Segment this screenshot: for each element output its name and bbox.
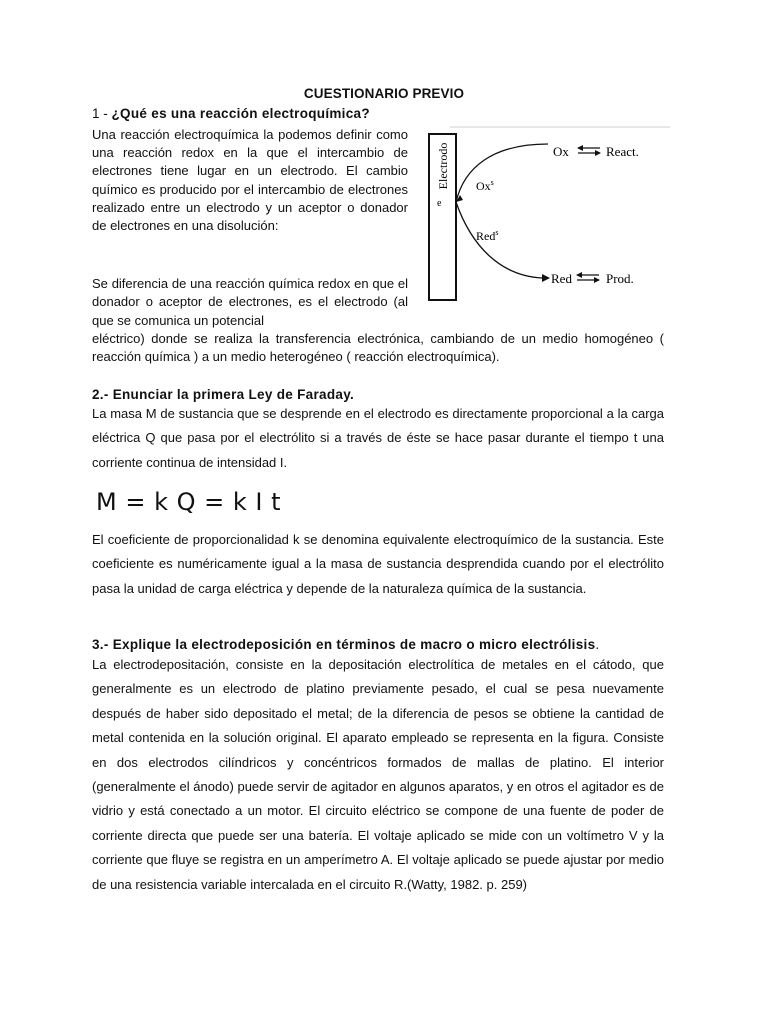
react-label: React. bbox=[606, 144, 639, 159]
question-1-number: 1 - bbox=[92, 106, 112, 121]
reduction-curve bbox=[456, 202, 542, 278]
question-1-paragraph-2-end: eléctrico) donde se realiza la transferencia electrónica, cambiando de un medio homogéneo ( reacción química ) a un medio heterogéneo ( reacción electroquímica). bbox=[92, 331, 664, 365]
question-2-paragraph-1: La masa M de sustancia que se desprende en el electrodo es directamente proporcional a la carga eléctrica Q que pasa por el electrólito si a través de éste se hace pasar durante el tiempo t una corriente continua de intensidad I. bbox=[92, 406, 664, 470]
reduction-arrowhead bbox=[542, 274, 550, 282]
ox-label: Ox bbox=[553, 144, 569, 159]
question-3-paragraph: La electrodepositación, consiste en la depositación electrolítica de metales en el cátodo, que generalmente es un electrodo de platino previamente pesado, el cual se pesa nuevamente después de haber sido depositado el metal; de la diferencia de pesos se obtiene la cantidad de metal contenida en la solución original. El aparato empleado se representa en la figura. Consiste en dos electrodos cilíndricos y concéntricos formados de mallas de platino. El interior (generalmente el ánodo) puede servir de agitador en algunos aparatos, y en otros el agitador es de vidrio y está conectado a un motor. El circuito eléctrico se compone de una fuente de poder de corriente directa que puede ser una batería. El voltaje aplicado se mide con un voltímetro V y la corriente que fluye se registra en un amperímetro A. El voltaje aplicado se puede ajustar por medio de una resistencia variable intercalada en el circuito R.(Watty, 1982. p. 259) bbox=[92, 657, 664, 892]
ox-surface-label: Ox$^s$ bbox=[476, 178, 494, 193]
electrode-label: Electrodo bbox=[436, 142, 450, 190]
red-label: Red bbox=[551, 271, 572, 286]
electron-label: e bbox=[437, 198, 442, 209]
question-3-heading: 3.- Explique la electrodeposición en términos de macro o micro electrólisis. bbox=[92, 637, 600, 652]
question-1-heading bbox=[92, 106, 370, 121]
faraday-formula: M = k Q = k I t bbox=[96, 488, 282, 516]
question-2-heading: 2.- Enunciar la primera Ley de Faraday. bbox=[92, 387, 355, 402]
equilibrium-arrow-top bbox=[577, 145, 583, 151]
oxidation-curve bbox=[456, 144, 548, 202]
question-1-paragraph-2-start: Se diferencia de una reacción química redox en que el donador o aceptor de electrones, es el electrodo (al que se comunica un potencial bbox=[92, 276, 408, 328]
question-1-paragraph-1: Una reacción electroquímica la podemos definir como una reacción redox en la que el intercambio de electrones tiene lugar en un electrodo. El cambio químico es producido por el intercambio de electrones realizado entre un electrodo y un aceptor o donador de electrones en una disolución: bbox=[92, 127, 408, 234]
electrode-reaction-diagram bbox=[420, 120, 680, 310]
red-surface-label: Red$^s$ bbox=[476, 228, 499, 243]
equilibrium-arrow-bottom bbox=[576, 272, 582, 278]
question-2-paragraph-2: El coeficiente de proporcionalidad k se denomina equivalente electroquímico de la sustancia. Este coeficiente es numéricamente igual a la masa de sustancia desprendida cuando por el electrólito pasa la unidad de carga eléctrica y depende de la naturaleza química de la sustancia. bbox=[92, 532, 664, 596]
prod-label: Prod. bbox=[606, 271, 634, 286]
question-1-text: ¿Qué es una reacción electroquímica? bbox=[111, 106, 370, 121]
page-title: CUESTIONARIO PREVIO bbox=[303, 86, 465, 101]
